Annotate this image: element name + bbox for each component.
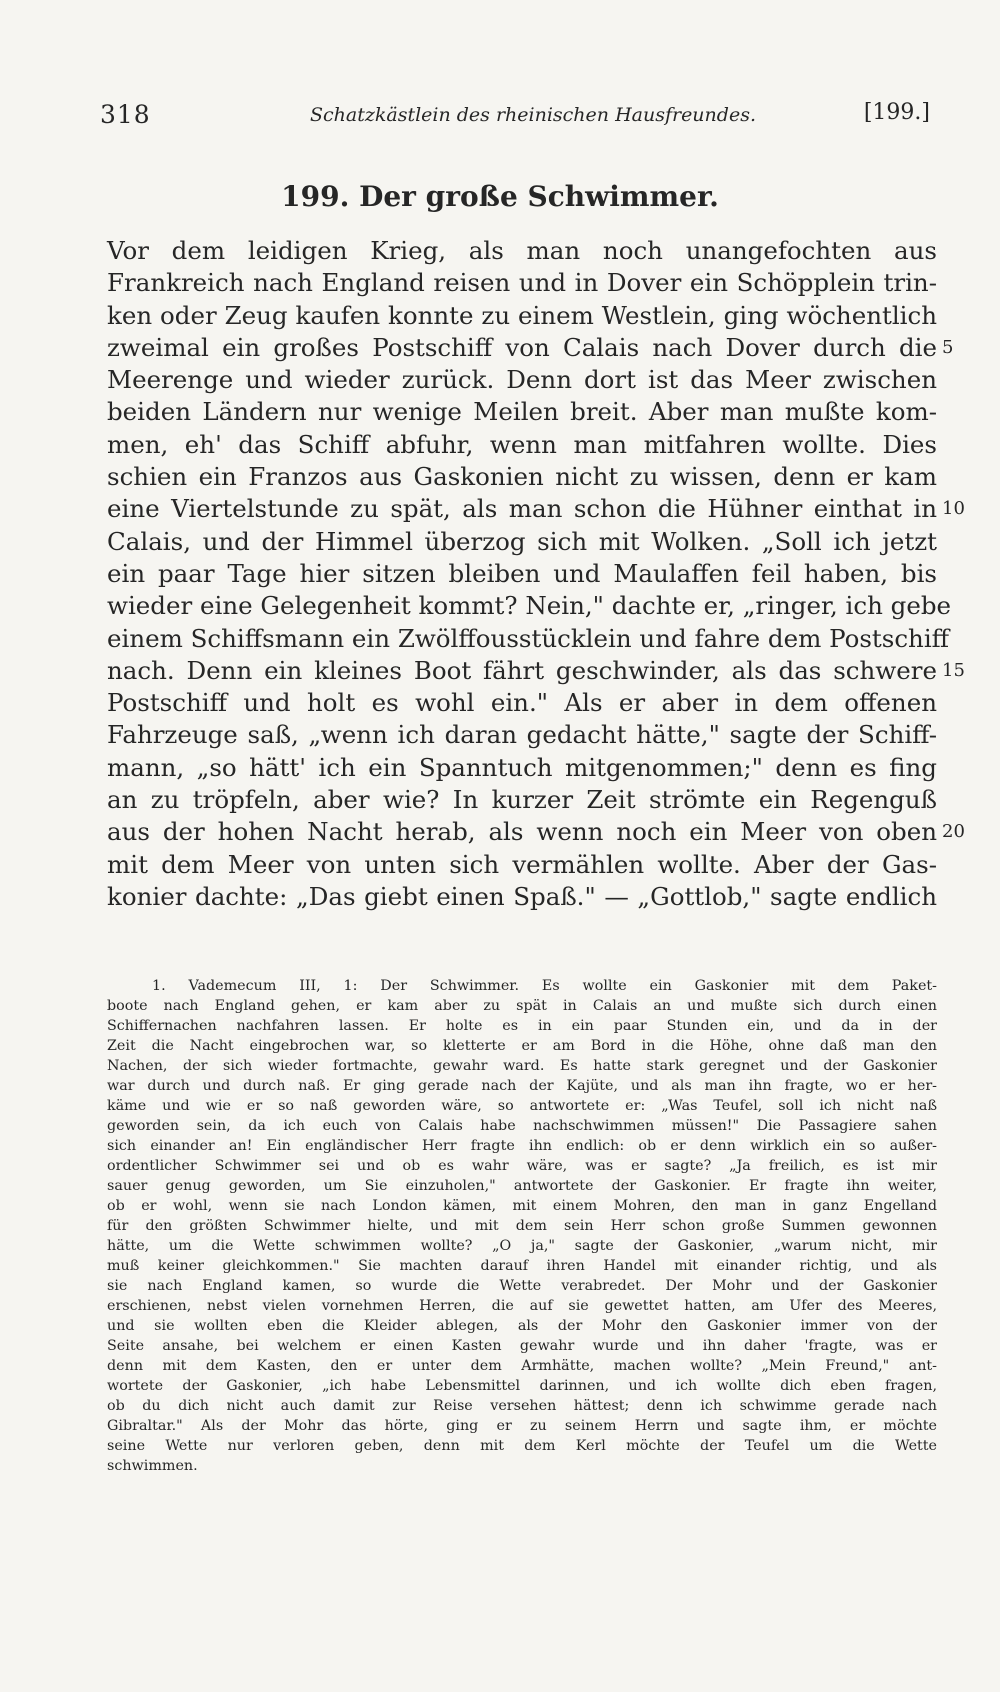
footnote-line: boote nach England gehen, er kam aber zu spät in Calais an und mußte sich durch einen xyxy=(107,998,937,1014)
line-text: aus der hohen Nacht herab, als wenn noch ein Meer von oben xyxy=(107,817,937,847)
line-text: ken oder Zeug kaufen konnte zu einem Westlein, ging wöchentlich xyxy=(107,300,937,330)
footnote-line: wortete der Gaskonier, „ich habe Lebensmittel darinnen, und ich wollte dich eben fragen, xyxy=(107,1378,937,1394)
page-number: 318 xyxy=(100,100,151,129)
footnote-line: ob er wohl, wenn sie nach London kämen, mit einem Mohren, den man in ganz Engelland xyxy=(107,1198,937,1214)
line-text: Frankreich nach England reisen und in Dover ein Schöpplein trin- xyxy=(107,268,937,298)
line-text: ein paar Tage hier sitzen bleiben und Maulaffen feil haben, bis xyxy=(107,558,937,588)
footnote-line: ordentlicher Schwimmer sei und ob es wahr wäre, was er sagte? „Ja freilich, es ist mir xyxy=(107,1158,937,1174)
footnote-line: war durch und durch naß. Er ging gerade nach der Kajüte, und als man ihn fragte, wo er her- xyxy=(107,1078,937,1094)
text-line xyxy=(107,784,937,816)
main-text xyxy=(107,235,965,913)
text-line xyxy=(107,267,937,299)
footnote-line: seine Wette nur verloren geben, denn mit dem Kerl möchte der Teufel um die Wette xyxy=(107,1438,937,1454)
text-line xyxy=(107,526,937,558)
footnote-line: Gibraltar." Als der Mohr das hörte, ging er zu seinem Herrn und sagte ihm, er möchte xyxy=(107,1418,937,1434)
line-text: men, eh' das Schiff abfuhr, wenn man mitfahren wollte. Dies xyxy=(107,429,937,459)
line-text: beiden Ländern nur wenige Meilen breit. Aber man mußte kom- xyxy=(107,397,937,427)
line-number: 10 xyxy=(942,498,965,520)
line-text: Postschiff und holt es wohl ein." Als er aber in dem offenen xyxy=(107,688,937,718)
line-text: Calais, und der Himmel überzog sich mit Wolken. „Soll ich jetzt xyxy=(107,526,937,556)
text-line xyxy=(107,235,937,267)
footnote-line: Zeit die Nacht eingebrochen war, so kletterte er am Bord in die Höhe, ohne daß man den xyxy=(107,1038,937,1054)
line-text: Meerenge und wieder zurück. Denn dort ist das Meer zwischen xyxy=(107,365,937,395)
footnote-line: und sie wollten eben die Kleider ablegen, als der Mohr den Gaskonier immer von der xyxy=(107,1318,937,1334)
text-line xyxy=(107,881,937,913)
text-line xyxy=(107,687,937,719)
text-line xyxy=(107,396,937,428)
text-line xyxy=(107,719,937,751)
footnote-line: geworden sein, da ich euch von Calais habe nachschwimmen müssen!" Die Passagiere sahen xyxy=(107,1118,937,1134)
line-text: Fahrzeuge saß, „wenn ich daran gedacht hätte," sagte der Schiff- xyxy=(107,720,937,750)
footnote-line: schwimmen. xyxy=(107,1458,198,1474)
footnote-line: sauer genug geworden, um Sie einzuholen," antwortete der Gaskonier. Er fragte ihn weiter, xyxy=(107,1178,937,1194)
footnote-line: sie nach England kamen, so wurde die Wette verabredet. Der Mohr und der Gaskonier xyxy=(107,1278,937,1294)
line-text: mit dem Meer von unten sich vermählen wollte. Aber der Gas- xyxy=(107,849,937,879)
footnote xyxy=(107,976,937,1476)
footnote-line: muß keiner gleichkommen." Sie machten darauf ihren Handel mit einander richtig, und als xyxy=(107,1258,937,1274)
section-reference: [199.] xyxy=(863,100,930,125)
text-line xyxy=(107,493,965,525)
text-line xyxy=(107,655,965,687)
text-line xyxy=(107,332,954,364)
text-line xyxy=(107,590,952,622)
text-line xyxy=(107,816,965,848)
footnote-line: für den größten Schwimmer hielte, und mit dem sein Herr schon große Summen gewonnen xyxy=(107,1218,937,1234)
footnote-line: ob du dich nicht auch damit zur Reise versehen hättest; denn ich schwimme gerade nach xyxy=(107,1398,937,1414)
footnote-line: Schiffernachen nachfahren lassen. Er holte es in ein paar Stunden ein, und da in der xyxy=(107,1018,937,1034)
footnote-line: Seite ansahe, bei welchem er einen Kasten gewahr wurde und ihn daher 'fragte, was er xyxy=(107,1338,937,1354)
page-header xyxy=(100,100,930,134)
line-text: eine Viertelstunde zu spät, als man schon die Hühner einthat in xyxy=(107,494,937,524)
line-number: 20 xyxy=(942,821,965,843)
footnote-line: 1. Vademecum III, 1: Der Schwimmer. Es wollte ein Gaskonier mit dem Paket- xyxy=(152,978,937,994)
footnote-line: Nachen, der sich wieder fortmachte, gewahr ward. Es hatte stark geregnet und der Gaskonier xyxy=(107,1058,937,1074)
text-line xyxy=(107,429,937,461)
line-text: wieder eine Gelegenheit kommt? Nein," dachte er, „ringer, ich gebe xyxy=(107,591,952,621)
text-line xyxy=(107,623,950,655)
footnote-line: erschienen, nebst vielen vornehmen Herren, die auf sie gewettet hatten, am Ufer des Meeres, xyxy=(107,1298,937,1314)
footnote-line: denn mit dem Kasten, den er unter dem Armhätte, machen wollte? „Mein Freund," ant- xyxy=(107,1358,937,1374)
footnote-line: hätte, um die Wette schwimmen wollte? „O ja," sagte der Gaskonier, „warum nicht, mir xyxy=(107,1238,937,1254)
line-text: an zu tröpfeln, aber wie? In kurzer Zeit strömte ein Regenguß xyxy=(107,785,937,815)
text-line xyxy=(107,752,937,784)
story-heading: 199. Der große Schwimmer. xyxy=(281,180,719,213)
line-number: 5 xyxy=(942,336,954,358)
text-line xyxy=(107,300,937,332)
text-line xyxy=(107,461,937,493)
text-line xyxy=(107,558,937,590)
line-text: zweimal ein großes Postschiff von Calais nach Dover durch die xyxy=(107,332,937,362)
line-text: nach. Denn ein kleines Boot fährt geschwinder, als das schwere xyxy=(107,655,937,685)
line-number: 15 xyxy=(942,659,965,681)
line-text: mann, „so hätt' ich ein Spanntuch mitgenommen;" denn es fing xyxy=(107,752,937,782)
text-line xyxy=(107,364,937,396)
line-text: Vor dem leidigen Krieg, als man noch unangefochten aus xyxy=(107,236,937,265)
running-title: Schatzkästlein des rheinischen Hausfreundes. xyxy=(310,104,756,126)
line-text: konier dachte: „Das giebt einen Spaß." — „Gottlob," sagte endlich xyxy=(107,881,937,911)
line-text: einem Schiffsmann ein Zwölffousstücklein und fahre dem Postschiff xyxy=(107,623,950,653)
footnote-line: käme und wie er so naß geworden wäre, so antwortete er: „Was Teufel, soll ich nicht naß xyxy=(107,1098,937,1114)
line-text: schien ein Franzos aus Gaskonien nicht zu wissen, denn er kam xyxy=(107,462,937,492)
footnote-line: sich einander an! Ein engländischer Herr fragte ihn endlich: ob er denn wirklich ein so außer- xyxy=(107,1138,937,1154)
text-line xyxy=(107,849,937,881)
